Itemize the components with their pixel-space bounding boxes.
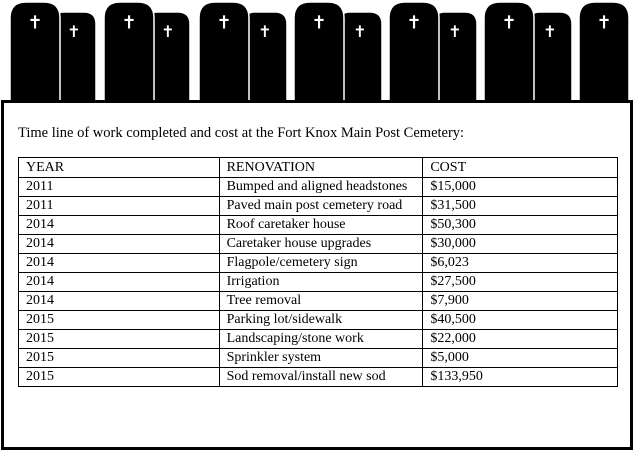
cross-icon: ✝ — [311, 12, 327, 34]
renovation-cell: Irrigation — [219, 273, 423, 292]
table-row — [19, 273, 618, 292]
cross-icon: ✝ — [353, 21, 367, 41]
renovation-cell: Tree removal — [219, 292, 423, 311]
cross-icon: ✝ — [448, 21, 462, 41]
year-cell: 2015 — [19, 311, 220, 330]
cross-icon: ✝ — [27, 12, 43, 34]
cross-icon: ✝ — [121, 12, 137, 34]
table-row — [19, 368, 618, 387]
renovation-cost-table — [18, 157, 618, 387]
year-cell: 2014 — [19, 292, 220, 311]
year-cell: 2014 — [19, 216, 220, 235]
renovation-cell: Bumped and aligned headstones — [219, 178, 423, 197]
cross-icon: ✝ — [596, 12, 612, 34]
table-row — [19, 349, 618, 368]
cross-icon: ✝ — [258, 21, 272, 41]
headstones-banner — [0, 0, 640, 104]
cross-icon: ✝ — [543, 21, 557, 41]
timeline-panel — [1, 100, 633, 450]
renovation-cell: Paved main post cemetery road — [219, 197, 423, 216]
cost-cell: $133,950 — [423, 368, 618, 387]
renovation-cell: Landscaping/stone work — [219, 330, 423, 349]
table-caption: Time line of work completed and cost at the Fort Knox Main Post Cemetery: — [18, 125, 465, 141]
renovation-cell: Caretaker house upgrades — [219, 235, 423, 254]
renovation-cell: Flagpole/cemetery sign — [219, 254, 423, 273]
table-row — [19, 254, 618, 273]
year-cell: 2011 — [19, 197, 220, 216]
header-cost: COST — [423, 158, 618, 178]
year-cell: 2014 — [19, 235, 220, 254]
year-cell: 2015 — [19, 330, 220, 349]
cross-icon: ✝ — [161, 21, 175, 41]
year-cell: 2014 — [19, 254, 220, 273]
cost-cell: $22,000 — [423, 330, 618, 349]
table-row — [19, 197, 618, 216]
cost-cell: $30,000 — [423, 235, 618, 254]
table-row — [19, 178, 618, 197]
cross-icon: ✝ — [67, 21, 81, 41]
year-cell: 2011 — [19, 178, 220, 197]
header-renovation: RENOVATION — [219, 158, 423, 178]
year-cell: 2014 — [19, 273, 220, 292]
header-year: YEAR — [19, 158, 220, 178]
cross-icon: ✝ — [216, 12, 232, 34]
cost-cell: $7,900 — [423, 292, 618, 311]
table-row — [19, 235, 618, 254]
table-header-row — [19, 158, 618, 178]
renovation-cell: Sprinkler system — [219, 349, 423, 368]
year-cell: 2015 — [19, 349, 220, 368]
renovation-cell: Roof caretaker house — [219, 216, 423, 235]
year-cell: 2015 — [19, 368, 220, 387]
cost-cell: $5,000 — [423, 349, 618, 368]
cost-cell: $50,300 — [423, 216, 618, 235]
renovation-cell: Parking lot/sidewalk — [219, 311, 423, 330]
cross-icon: ✝ — [406, 12, 422, 34]
cost-cell: $6,023 — [423, 254, 618, 273]
cost-cell: $27,500 — [423, 273, 618, 292]
renovation-cell: Sod removal/install new sod — [219, 368, 423, 387]
cost-cell: $40,500 — [423, 311, 618, 330]
table-row — [19, 311, 618, 330]
table-row — [19, 292, 618, 311]
cross-icon: ✝ — [501, 12, 517, 34]
table-row — [19, 216, 618, 235]
cost-cell: $31,500 — [423, 197, 618, 216]
table-row — [19, 330, 618, 349]
cost-cell: $15,000 — [423, 178, 618, 197]
